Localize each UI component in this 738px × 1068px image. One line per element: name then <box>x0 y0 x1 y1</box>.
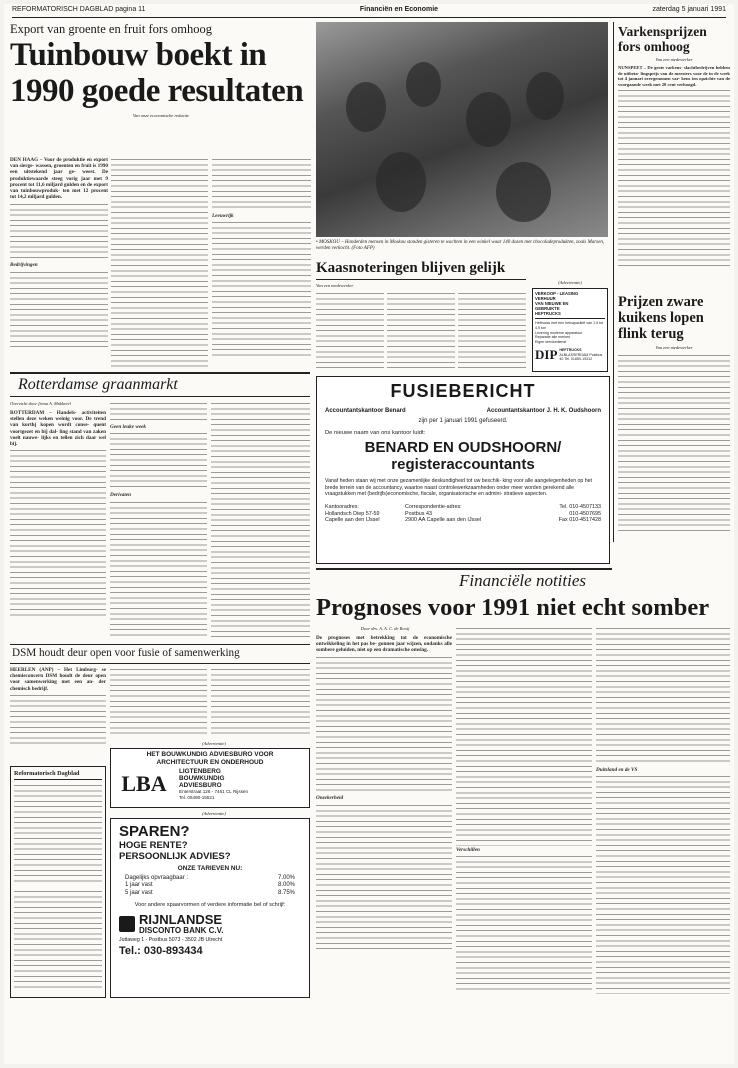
article-byline: Van onze economische redactie <box>132 113 190 118</box>
news-photo <box>316 22 608 237</box>
bank-logo-icon <box>119 916 135 932</box>
dsm-column-1 <box>10 667 106 762</box>
lba-advert[interactable]: HET BOUWKUNDIG ADVIESBURO VOOR ARCHITECTUUR EN ONDERHOUD LBA LIGTENBERG BOUWKUNDIG ADVIESBURO Enterstraat 126 - 7461 CL Rijssen Tel. 05480-15521 <box>110 748 310 808</box>
article-subhead-2: Leeuwrijk <box>212 212 234 219</box>
kaas-column-3 <box>458 291 526 371</box>
refdag-box-title: Reformatorisch Dagblad <box>14 770 102 780</box>
graan-lead: ROTTERDAM – Handels- activiteiten stellen deze weken weinig voor. De trend van korthj kopen wordt conse- quent voortgezet en bij dal- ling stand van zaken voelt nauwe- lijks en tellen zich daar wel bij. <box>10 410 106 448</box>
dip-logo: DIP <box>535 346 558 362</box>
article-kicker: Export van groente en fruit fors omhoog <box>10 22 213 36</box>
fusie-title: FUSIEBERICHT <box>390 381 536 401</box>
refdag-info-box <box>10 766 106 998</box>
masthead-date: zaterdag 5 januari 1991 <box>652 6 726 13</box>
sparen-advert[interactable]: SPAREN? HOGE RENTE? PERSOONLIJK ADVIES? ONZE TARIEVEN NU: Dagelijks opvraagbaar : 7.00% 1 jaar vast 8.00% 5 jaar vast 8.75% Voor andere spaarvormen of verdere informatie bel of schrijf: RIJNLANDSE DISCONTO BANK C.V. Juttaweg 1 - Postbus 5073 - 3502 JB Utrecht Tel.: 030-893434 <box>110 818 310 998</box>
sparen-rates: Dagelijks opvraagbaar : 7.00% 1 jaar vast 8.00% 5 jaar vast 8.75% <box>125 875 295 896</box>
dsm-column-3 <box>211 667 310 737</box>
dsm-lead: HEERLEN (ANP) – Het Limburg- se chemieconcern DSM houdt de deur open voor samenwerking met een an- der chemisch bedrijf. <box>10 667 106 692</box>
masthead <box>12 6 726 18</box>
finance-banner: Financiële notities <box>459 571 586 590</box>
varkens-article <box>618 24 730 533</box>
kaas-column-2 <box>387 291 455 371</box>
masthead-left: REFORMATORISCH DAGBLAD pagina 11 <box>12 6 146 13</box>
finance-headline: Prognoses voor 1991 niet echt somber <box>316 594 710 621</box>
graan-column-3 <box>211 401 310 640</box>
kuikens-headline: Prijzen zware kuikens lopen flink terug <box>618 294 704 342</box>
article-lead: DEN HAAG – Voor de produktie en export van sierge- wassen, groenten en fruit is 1990 een uitstekend jaar ge- weest. De produktiewaarde steeg vorig jaar met 9 procent tot 11,6 miljard gulden en de export van tuinbouwproduk- ten met 12 procent tot 14,2 miljard gulden. <box>10 157 108 201</box>
advert-label-2: (Advertentie) <box>202 741 226 746</box>
fusie-newname-1: BENARD EN OUDSHOORN/ <box>364 439 562 456</box>
dip-advert[interactable]: VERKOOP - LEASING VERHUUR VAN NIEUWE EN GEBRUIKTE HEFTRUCKS Heftrucks met een hefcapaciteit van 1.5 tot 4.5 ton Levering moderne apparatuur Reparatie alle merken Eigen servicedienst DIP HEFTRUCKS ALBLASSERDAM Postbus 40 Tel. 01859-19312 <box>532 288 608 372</box>
finance-lead: De prognoses met betrekking tot de economische ontwikkeling in het pas be- gonnen jaar wijzen, ondanks alle sombere geluiden, niet op een dramatische omslag. <box>316 635 452 654</box>
fusie-newname-2: registeraccountants <box>391 456 535 473</box>
kuikens-byline: Van een medewerker <box>655 345 693 350</box>
fusie-firm-2: Accountantskantoor J. H. K. Oudshoorn <box>486 408 601 414</box>
lba-logo: LBA <box>121 771 167 797</box>
kaas-headline: Kaasnoteringen blijven gelijk <box>316 260 506 276</box>
finance-byline: Door drs. A. A. C. de Rooij <box>360 626 410 631</box>
article-headline-line2: 1990 goede resultaten <box>10 73 304 109</box>
article-headline-line1: Tuinbouw boekt in <box>10 37 267 73</box>
fusie-body: Vanaf heden staan wij met onze gezamenlijke deskundigheid tot uw beschik- king voor alle aangelegenheden op het brede terrein van de accountancy, waartoe naast controlewerkzaamheden onder meer worden gerekend alle vraagstukken met (bedrijfs)economische, fiscale, organisatorische en admini- stratieve aspecten. <box>325 478 592 498</box>
masthead-section: Financiën en Economie <box>359 6 439 13</box>
graan-subhead-1: Geen leuke week <box>110 423 147 430</box>
article-subhead-1: Bedrijvingen <box>10 262 38 269</box>
fusie-date: zijn per 1 januari 1991 gefuseerd. <box>418 418 508 424</box>
main-article <box>10 22 312 118</box>
varkens-headline: Varkensprijzen fors omhoog <box>618 24 707 54</box>
graan-column-1 <box>10 410 106 640</box>
newspaper-page <box>4 4 734 1064</box>
main-article-column-2 <box>111 157 208 367</box>
kaas-byline: Van een medewerker <box>316 283 354 288</box>
advert-label: (Advertentie) <box>558 280 582 285</box>
varkens-byline: Van een medewerker <box>655 57 693 62</box>
photo-caption: • MOSKOU – Honderden mensen in Moskou stonden gisteren te wachten in een winkel waar 140 dozen met chocoladeprodukten, zoals Marsen, werden verkocht. (Foto AFP) <box>316 240 605 251</box>
fusie-firm-1: Accountantskantoor Benard <box>325 408 406 414</box>
dsm-column-2 <box>110 667 207 737</box>
finance-subhead-2: Verschillen <box>456 846 480 853</box>
graan-column-2 <box>110 401 207 640</box>
graan-subhead-2: Derivaten <box>110 491 132 498</box>
graan-byline: Overzicht door firma A. Makkreel <box>10 401 71 406</box>
graan-banner: Rotterdamse graanmarkt <box>18 376 178 393</box>
finance-column-2 <box>456 626 592 1006</box>
finance-subhead-3: Duitsland en de VS <box>596 766 638 773</box>
sparen-title: SPAREN? <box>119 823 190 840</box>
kaas-column-1 <box>316 291 384 371</box>
fusie-advert[interactable]: FUSIEBERICHT Accountantskantoor Benard Accountantskantoor J. H. K. Oudshoorn zijn per 1 januari 1991 gefuseerd. De nieuwe naam van ons kantoor luidt: BENARD EN OUDSHOORN/ registeraccountants Vanaf heden staan wij met onze gezamenlijke deskundigheid tot uw beschik- king voor alle aangelegenheden op het brede terrein van de accountancy, waartoe naast controlewerkzaamheden onder meer worden gerekend alle vraagstukken met (bedrijfs)economische, fiscale, organisatorische en admini- stratieve aspecten. Kantooradres: Hollandsch Diep 57-59 Capelle aan den IJssel Correspondentie-adres: Postbus 43 2900 AA Capelle aan den IJssel Tel. 010-4507133 010-4507695 Fax 010-4517428 <box>316 376 610 564</box>
dsm-headline: DSM houdt deur open voor fusie of samenwerking <box>12 647 240 659</box>
finance-column-1 <box>316 635 452 1005</box>
finance-column-3 <box>596 626 730 1006</box>
finance-subhead-1: Onzekerheid <box>316 795 344 802</box>
kuikens-body <box>618 353 730 533</box>
main-article-column-1 <box>10 157 108 367</box>
advert-label-3: (Advertentie) <box>202 811 226 816</box>
fusie-newname-label: De nieuwe naam van ons kantoor luidt: <box>325 430 426 436</box>
main-article-column-3 <box>212 157 311 367</box>
varkens-lead: NUNSPEET – De grote varkens- slachtbedrijven hebben de uitbeta- lingsprijs van de meesters voor de in de week tot 4 januari overgenomen var- kens ten opzichte van de voorgaande week met 20 cent verhoogd. <box>618 65 730 87</box>
